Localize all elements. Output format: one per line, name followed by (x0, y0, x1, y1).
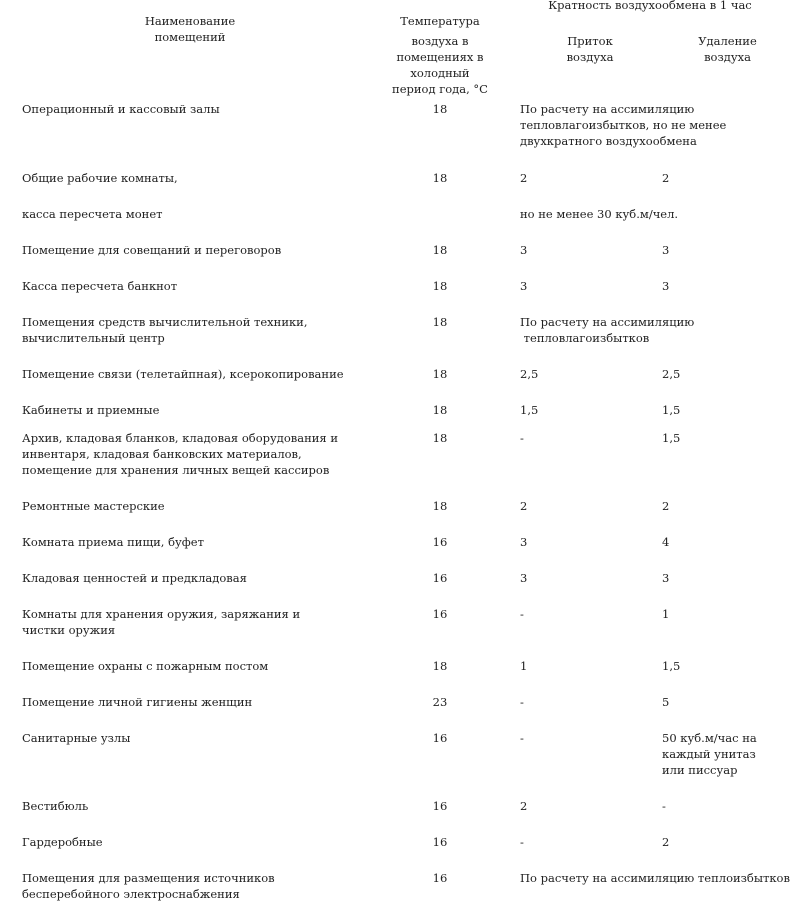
temperature-value: 18 (432, 171, 448, 185)
room-name: Вестибюль (22, 799, 89, 813)
rate-note: По расчету на ассимиляцию тепловлагоизбытков (520, 315, 695, 345)
header-air-exchange-rate: Кратность воздухообмена в 1 час (548, 0, 752, 12)
outflow-value: 1,5 (662, 659, 681, 673)
header-temperature-subtitle: воздуха в помещениях в холодный период года, °С (392, 34, 488, 96)
room-name: Операционный и кассовый залы (22, 102, 220, 116)
temperature-value: 16 (432, 799, 448, 813)
temperature-value: 23 (432, 695, 448, 709)
outflow-value: 2 (662, 171, 670, 185)
inflow-value: 2,5 (520, 367, 539, 381)
temperature-value: 18 (432, 279, 448, 293)
outflow-value: 3 (662, 279, 670, 293)
rate-note: По расчету на ассимиляцию теплоизбытков (520, 871, 790, 885)
inflow-value: 2 (520, 799, 528, 813)
outflow-value: 3 (662, 571, 670, 585)
inflow-value: - (520, 835, 524, 849)
inflow-value: - (520, 607, 524, 621)
temperature-value: 16 (432, 731, 448, 745)
inflow-value: 3 (520, 279, 528, 293)
temperature-value: 18 (432, 315, 448, 329)
room-name: Помещение для совещаний и переговоров (22, 243, 282, 257)
temperature-value: 16 (432, 535, 448, 549)
temperature-value: 16 (432, 607, 448, 621)
outflow-value: 1 (662, 607, 670, 621)
header-temperature-title: Температура (400, 14, 480, 28)
temperature-value: 18 (432, 102, 448, 116)
room-name: Помещение охраны с пожарным постом (22, 659, 269, 673)
outflow-value: 50 куб.м/час на каждый унитаз или писсуар (662, 731, 757, 777)
rate-note: По расчету на ассимиляцию тепловлагоизбытков, но не менее двухкратного воздухообмена (520, 102, 727, 148)
inflow-value: 3 (520, 535, 528, 549)
room-name: Гардеробные (22, 835, 103, 849)
room-name: Комната приема пищи, буфет (22, 535, 204, 549)
header-outflow: Удаление воздуха (698, 34, 757, 64)
outflow-value: - (662, 799, 666, 813)
temperature-value: 18 (432, 403, 448, 417)
inflow-value: 3 (520, 243, 528, 257)
outflow-value: 4 (662, 535, 670, 549)
inflow-value: 2 (520, 171, 528, 185)
room-name: Санитарные узлы (22, 731, 131, 745)
temperature-value: 18 (432, 431, 448, 445)
outflow-value: 3 (662, 243, 670, 257)
temperature-value: 18 (432, 243, 448, 257)
header-inflow: Приток воздуха (566, 34, 614, 64)
room-name: Помещение связи (телетайпная), ксерокопирование (22, 367, 344, 381)
temperature-value: 16 (432, 871, 448, 885)
inflow-value: 3 (520, 571, 528, 585)
outflow-value: 1,5 (662, 431, 681, 445)
room-name: Помещения для размещения источников бесперебойного электроснабжения (22, 871, 275, 901)
room-name: Общие рабочие комнаты, (22, 171, 178, 185)
header-room-name: Наименование помещений (144, 14, 236, 44)
outflow-value: 1,5 (662, 403, 681, 417)
room-name: Архив, кладовая бланков, кладовая оборудования и инвентаря, кладовая банковских материалов, помещение для хранения личных вещей кассиров (22, 431, 338, 477)
temperature-value: 18 (432, 659, 448, 673)
inflow-value: 1,5 (520, 403, 539, 417)
room-name: Ремонтные мастерские (22, 499, 165, 513)
inflow-value: - (520, 695, 524, 709)
temperature-value: 18 (432, 367, 448, 381)
inflow-value: - (520, 431, 524, 445)
outflow-value: 2 (662, 835, 670, 849)
room-name: Комнаты для хранения оружия, заряжания и чистки оружия (22, 607, 301, 637)
temperature-value: 16 (432, 571, 448, 585)
temperature-value: 16 (432, 835, 448, 849)
room-name: Помещение личной гигиены женщин (22, 695, 253, 709)
outflow-value: 2 (662, 499, 670, 513)
rate-note: но не менее 30 куб.м/чел. (520, 207, 679, 221)
temperature-value: 18 (432, 499, 448, 513)
room-name: касса пересчета монет (22, 207, 163, 221)
room-name: Кладовая ценностей и предкладовая (22, 571, 247, 585)
inflow-value: 2 (520, 499, 528, 513)
outflow-value: 2,5 (662, 367, 681, 381)
room-name: Касса пересчета банкнот (22, 279, 178, 293)
outflow-value: 5 (662, 695, 670, 709)
room-name: Кабинеты и приемные (22, 403, 160, 417)
inflow-value: 1 (520, 659, 528, 673)
inflow-value: - (520, 731, 524, 745)
room-name: Помещения средств вычислительной техники, вычислительный центр (22, 315, 308, 345)
